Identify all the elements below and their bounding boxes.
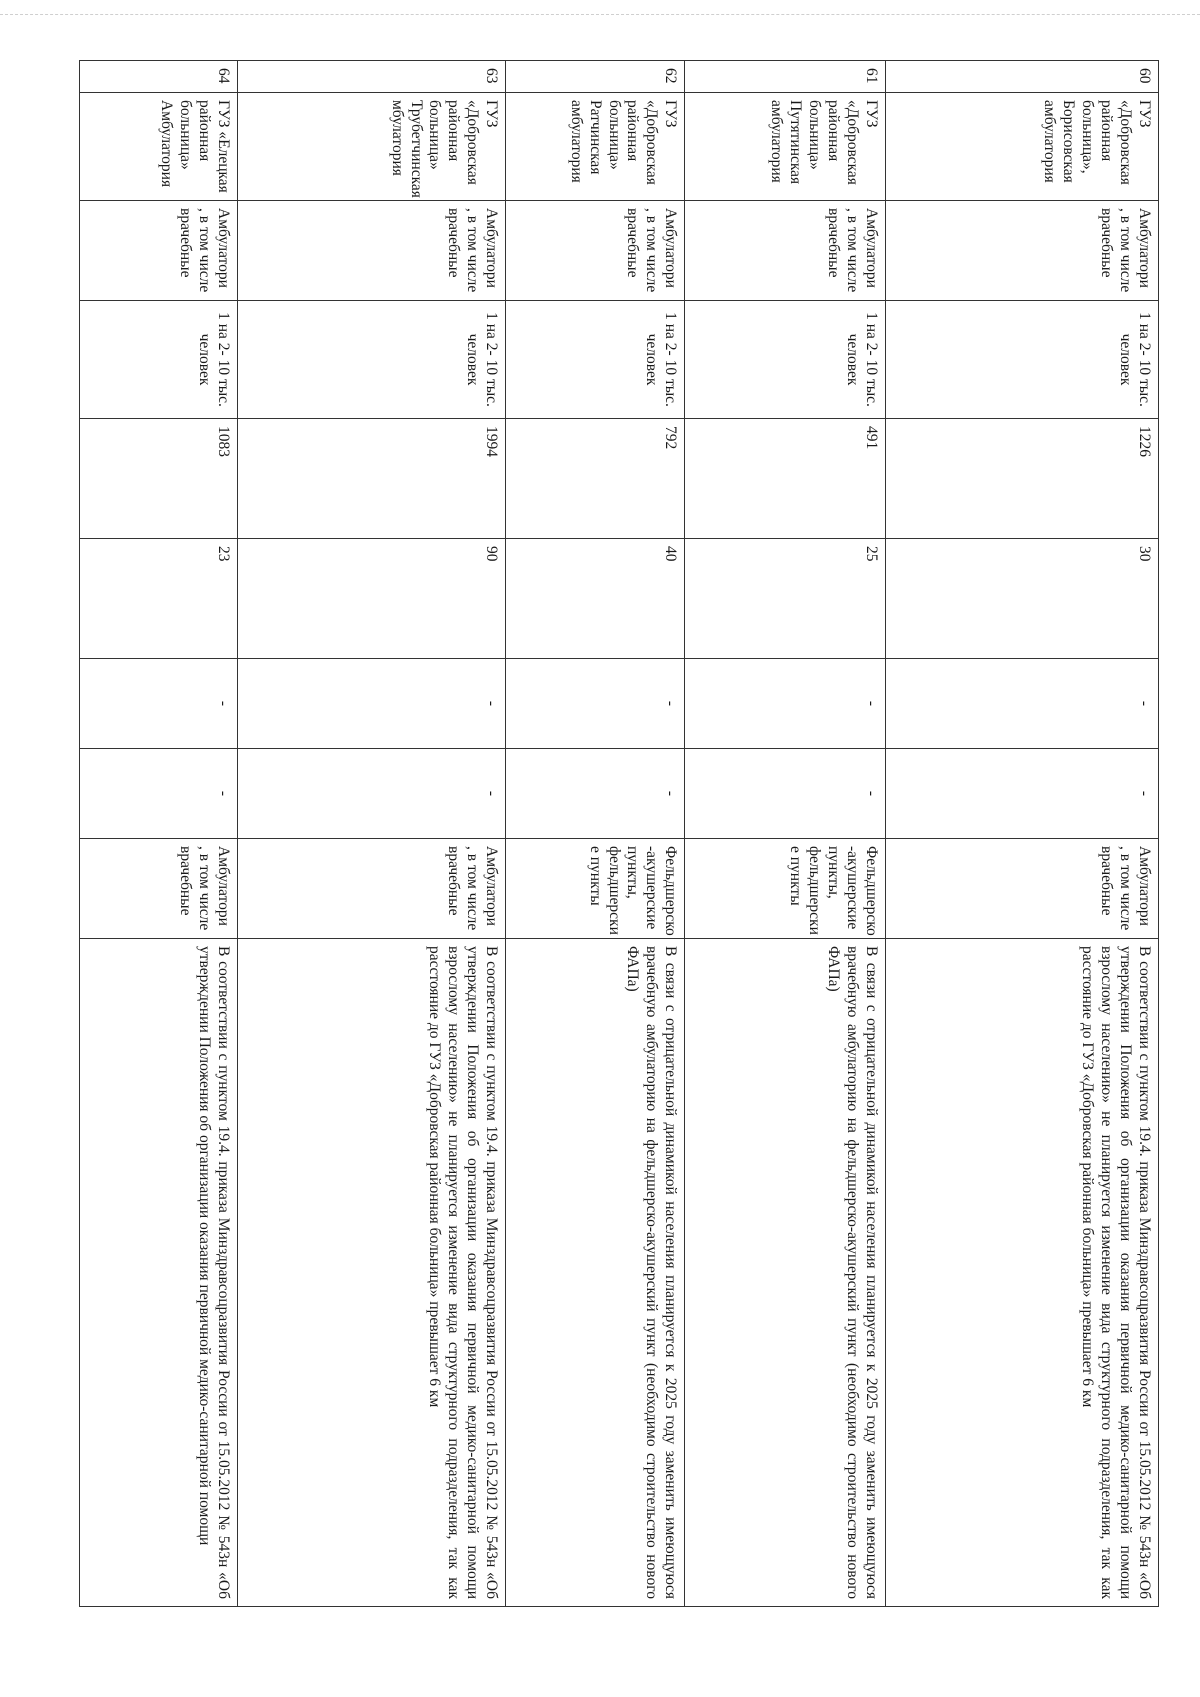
- facility-type-cell: Амбулатори , в том числе врачебные: [237, 201, 506, 301]
- planned-type-cell: Амбулатори , в том числе врачебные: [885, 839, 1158, 939]
- table-row: [685, 61, 886, 1607]
- column-7-cell: -: [80, 749, 238, 839]
- distance-cell: 25: [685, 539, 886, 659]
- comment-cell: В связи с отрицательной динамикой населения планируется к 2025 году заменить имеющуюся врачебную амбулаторию на фельдшерско-акушерский пункт (необходимо строительство нового ФАПа): [685, 939, 886, 1607]
- distance-cell: 40: [506, 539, 685, 659]
- page-top-edge: [0, 14, 1200, 15]
- norm-cell: 1 на 2- 10 тыс. человек: [237, 301, 506, 419]
- comment-cell: В соответствии с пунктом 19.4. приказа Минздравсоцразвития России от 15.05.2012 № 543н «Об утверждении Положения об организации оказания первичной медико-санитарной помощи взрослому населению» не планируется изменение вида структурного подразделения, так как расстояние до ГУЗ «Добровская районная больница» превышает 6 км: [885, 939, 1158, 1607]
- column-7-cell: -: [885, 749, 1158, 839]
- organization-cell: ГУЗ «Добровская районная больница» Ратчинская амбулатория: [506, 93, 685, 201]
- row-number: 60: [885, 61, 1158, 93]
- table-row: [885, 61, 1158, 1607]
- facilities-table: [79, 60, 1159, 1607]
- population-cell: 1083: [80, 419, 238, 539]
- row-number: 64: [80, 61, 238, 93]
- distance-cell: 30: [885, 539, 1158, 659]
- comment-cell: В связи с отрицательной динамикой населения планируется к 2025 году заменить имеющуюся врачебную амбулаторию на фельдшерско-акушерский пункт (необходимо строительство нового ФАПа): [506, 939, 685, 1607]
- facility-type-cell: Амбулатори , в том числе врачебные: [885, 201, 1158, 301]
- column-7-cell: -: [237, 749, 506, 839]
- organization-cell: ГУЗ «Добровская районная больница» Путятинская амбулатория: [685, 93, 886, 201]
- norm-cell: 1 на 2- 10 тыс. человек: [80, 301, 238, 419]
- table-row: [506, 61, 685, 1607]
- rotated-page: [79, 60, 1159, 1606]
- planned-type-cell: Фельдшерско -акушерские пункты, фельдшерски е пункты: [685, 839, 886, 939]
- column-6-cell: -: [685, 659, 886, 749]
- row-number: 61: [685, 61, 886, 93]
- column-7-cell: -: [506, 749, 685, 839]
- norm-cell: 1 на 2- 10 тыс. человек: [885, 301, 1158, 419]
- planned-type-cell: Фельдшерско -акушерские пункты, фельдшерски е пункты: [506, 839, 685, 939]
- planned-type-cell: Амбулатори , в том числе врачебные: [80, 839, 238, 939]
- planned-type-cell: Амбулатори , в том числе врачебные: [237, 839, 506, 939]
- organization-cell: ГУЗ «Добровская районная больница», Борисовская амбулатория: [885, 93, 1158, 201]
- column-6-cell: -: [885, 659, 1158, 749]
- facility-type-cell: Амбулатори , в том числе врачебные: [80, 201, 238, 301]
- population-cell: 792: [506, 419, 685, 539]
- comment-cell: В соответствии с пунктом 19.4. приказа Минздравсоцразвития России от 15.05.2012 № 543н «Об утверждении Положения об организации оказания первичной медико-санитарной помощи: [80, 939, 238, 1607]
- norm-cell: 1 на 2- 10 тыс. человек: [685, 301, 886, 419]
- comment-cell: В соответствии с пунктом 19.4. приказа Минздравсоцразвития России от 15.05.2012 № 543н «Об утверждении Положения об организации оказания первичной медико-санитарной помощи взрослому населению» не планируется изменение вида структурного подразделения, так как расстояние до ГУЗ «Добровская районная больница» превышает 6 км: [237, 939, 506, 1607]
- table-row: [237, 61, 506, 1607]
- population-cell: 491: [685, 419, 886, 539]
- population-cell: 1994: [237, 419, 506, 539]
- distance-cell: 90: [237, 539, 506, 659]
- population-cell: 1226: [885, 419, 1158, 539]
- distance-cell: 23: [80, 539, 238, 659]
- table-row: [80, 61, 238, 1607]
- column-6-cell: -: [237, 659, 506, 749]
- norm-cell: 1 на 2- 10 тыс. человек: [506, 301, 685, 419]
- column-6-cell: -: [506, 659, 685, 749]
- organization-cell: ГУЗ «Добровская районная больница» Трубетчинская мбулатория: [237, 93, 506, 201]
- organization-cell: ГУЗ «Елецкая районная больница» Амбулатория: [80, 93, 238, 201]
- column-7-cell: -: [685, 749, 886, 839]
- row-number: 63: [237, 61, 506, 93]
- column-6-cell: -: [80, 659, 238, 749]
- facility-type-cell: Амбулатори , в том числе врачебные: [506, 201, 685, 301]
- row-number: 62: [506, 61, 685, 93]
- facility-type-cell: Амбулатори , в том числе врачебные: [685, 201, 886, 301]
